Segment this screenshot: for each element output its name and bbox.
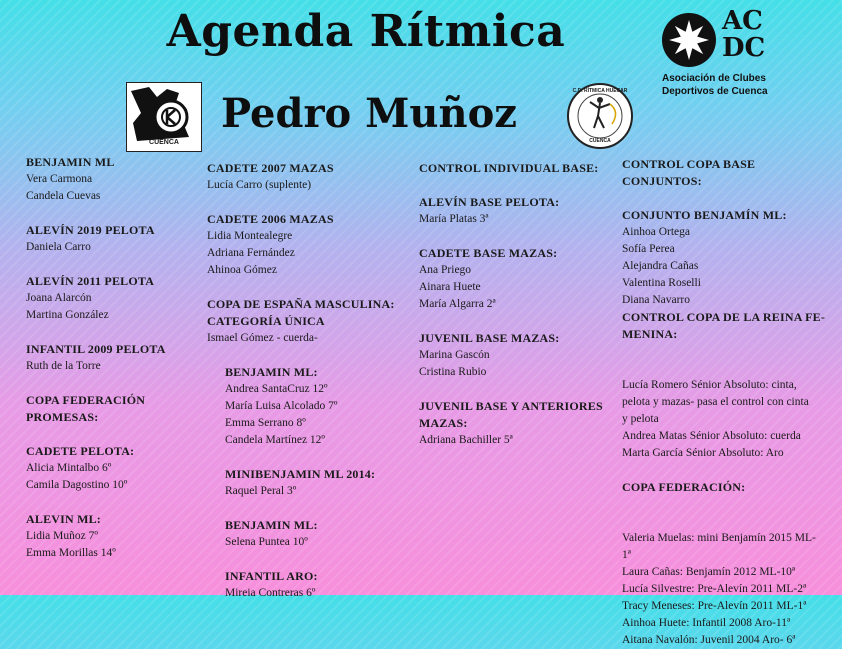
section-spacer (207, 279, 407, 296)
entry-line: 1ª (622, 549, 631, 561)
entry-line: Daniela Carro (26, 241, 91, 253)
entry-line: Lucía Silvestre: Pre-Alevín 2011 ML-2ª (622, 583, 807, 595)
section-spacer (207, 551, 407, 568)
entry-line: Adriana Bachiller 5ª (419, 434, 513, 446)
agenda-section (26, 341, 206, 375)
entry-line: Candela Cuevas (26, 190, 101, 202)
section-heading: COPA FEDERACIÓN PROMESAS: (26, 393, 146, 424)
agenda-section (26, 511, 206, 562)
entry-line: Marta García Sénior Absoluto: Aro (622, 447, 784, 459)
agenda-section (207, 364, 407, 449)
section-heading: CADETE BASE MAZAS: (419, 246, 558, 260)
section-heading: CONTROL COPA BASE CONJUNTOS: (622, 157, 756, 188)
entry-line: pelota y mazas- pasa el control con cinta (622, 396, 809, 408)
entry-line: Diana Navarro (622, 294, 691, 306)
entry-line: Ahinoa Gómez (207, 264, 277, 276)
entry-line: Emma Serrano 8º (225, 417, 306, 429)
section-spacer (622, 496, 837, 513)
entry-line: Cristina Rubio (419, 366, 487, 378)
agenda-section (622, 207, 837, 309)
entry-line: y pelota (622, 413, 659, 425)
section-spacer (207, 194, 407, 211)
acdc-caption-line-2: Deportivos de Cuenca (662, 86, 768, 97)
entry-line: Selena Puntea 10º (225, 536, 308, 548)
club-logo-right-text-top: C.D. RÍTMICA HUÉCAR (572, 88, 628, 94)
section-heading: CADETE 2006 MAZAS (207, 212, 334, 226)
entry-line: Laura Cañas: Benjamín 2012 ML-10ª (622, 566, 796, 578)
section-spacer (622, 343, 837, 360)
agenda-section (207, 517, 407, 551)
section-heading: INFANTIL 2009 PELOTA (26, 342, 166, 356)
agenda-section (419, 160, 619, 177)
agenda-section (26, 443, 206, 494)
entry-line: Mireia Contreras 6º (225, 587, 316, 599)
agenda-section (207, 568, 407, 602)
agenda-section (207, 296, 407, 347)
entry-line: Andrea SantaCruz 12º (225, 383, 328, 395)
agenda-section (622, 360, 837, 462)
section-heading: MINIBENJAMIN ML 2014: (225, 467, 376, 481)
section-heading: BENJAMIN ML (26, 155, 115, 169)
agenda-section (419, 194, 619, 228)
agenda-section (26, 154, 206, 205)
entry-line: María Luisa Alcolado 7º (225, 400, 338, 412)
section-spacer (26, 256, 206, 273)
entry-line: Lucía Romero Sénior Absoluto: cinta, (622, 379, 797, 391)
section-heading: COPA FEDERACIÓN: (622, 480, 746, 494)
column-3 (419, 160, 619, 449)
page-subtitle: Pedro Muñoz (221, 90, 517, 137)
entry-line: Ismael Gómez - cuerda- (207, 332, 318, 344)
section-heading-continued: CATEGORÍA ÚNICA (207, 314, 325, 328)
section-spacer (26, 324, 206, 341)
entry-line: Aitana Navalón: Juvenil 2004 Aro- 6ª (622, 634, 796, 646)
agenda-section (622, 309, 837, 343)
agenda-section (622, 513, 837, 649)
entry-line: Raquel Peral 3º (225, 485, 297, 497)
agenda-section (419, 398, 619, 449)
acdc-caption-line-1: Asociación de Clubes (662, 73, 766, 84)
acdc-text-line-1: AC (722, 6, 763, 36)
section-spacer (419, 228, 619, 245)
entry-line: Lidia Montealegre (207, 230, 293, 242)
agenda-section (207, 160, 407, 194)
column-1 (26, 154, 206, 562)
section-spacer (26, 426, 206, 443)
section-heading: ALEVÍN 2019 PELOTA (26, 223, 155, 237)
entry-line: María Algarra 2ª (419, 298, 496, 310)
section-spacer (26, 375, 206, 392)
section-heading-continued: MENINA: (622, 327, 678, 341)
agenda-section (419, 245, 619, 313)
section-heading: ALEVÍN BASE PELOTA: (419, 195, 560, 209)
agenda-section (26, 392, 206, 426)
club-logo-right-text-bottom: CUENCA (589, 138, 611, 144)
section-heading-continued: MAZAS: (419, 416, 468, 430)
acdc-star-icon (661, 12, 717, 68)
entry-line: Emma Morillas 14º (26, 547, 116, 559)
section-heading: BENJAMIN ML: (225, 365, 318, 379)
entry-line: Martina González (26, 309, 109, 321)
entry-line: Ana Priego (419, 264, 472, 276)
section-spacer (26, 205, 206, 222)
section-heading: INFANTIL ARO: (225, 569, 318, 583)
entry-line: Ainara Huete (419, 281, 481, 293)
entry-line: Valentina Roselli (622, 277, 701, 289)
agenda-section (26, 222, 206, 256)
section-spacer (419, 177, 619, 194)
entry-line: Alicia Mintalbo 6º (26, 462, 112, 474)
agenda-section (207, 466, 407, 500)
entry-line: Andrea Matas Sénior Absoluto: cuerda (622, 430, 801, 442)
agenda-section (26, 273, 206, 324)
section-heading: ALEVÍN 2011 PELOTA (26, 274, 155, 288)
section-heading: COPA DE ESPAÑA MASCULINA: (207, 297, 395, 311)
page-title: Agenda Rítmica (166, 6, 566, 57)
agenda-section (207, 211, 407, 279)
section-heading: CONTROL INDIVIDUAL BASE: (419, 161, 599, 175)
entry-line: Joana Alarcón (26, 292, 92, 304)
section-spacer (622, 513, 837, 530)
column-2 (207, 160, 407, 602)
entry-line: Candela Martínez 12º (225, 434, 326, 446)
entry-line: Lucía Carro (suplente) (207, 179, 312, 191)
entry-line: Ruth de la Torre (26, 360, 101, 372)
section-spacer (419, 381, 619, 398)
entry-line: Camila Dagostino 10º (26, 479, 128, 491)
section-heading: CADETE PELOTA: (26, 444, 135, 458)
entry-line: Adriana Fernández (207, 247, 295, 259)
entry-line: Marina Gascón (419, 349, 490, 361)
section-heading: CONTROL COPA DE LA REINA FE- (622, 310, 826, 324)
agenda-section (419, 330, 619, 381)
section-spacer (622, 462, 837, 479)
section-heading: JUVENIL BASE Y ANTERIORES (419, 399, 603, 413)
section-spacer (419, 313, 619, 330)
section-spacer (26, 494, 206, 511)
section-heading: CADETE 2007 MAZAS (207, 161, 334, 175)
entry-line: Valeria Muelas: mini Benjamín 2015 ML- (622, 532, 816, 544)
entry-line: Vera Carmona (26, 173, 93, 185)
section-heading: CONJUNTO BENJAMÍN ML: (622, 208, 787, 222)
section-spacer (622, 360, 837, 377)
section-spacer (207, 449, 407, 466)
acdc-text-line-2: DC (722, 33, 766, 63)
entry-line: Alejandra Cañas (622, 260, 699, 272)
entry-line: Lidia Muñoz 7º (26, 530, 98, 542)
entry-line: Sofía Perea (622, 243, 675, 255)
club-logo-left (126, 82, 202, 152)
section-spacer (207, 500, 407, 517)
entry-line: Ainhoa Huete: Infantil 2008 Aro-11ª (622, 617, 791, 629)
entry-line: Ainhoa Ortega (622, 226, 691, 238)
agenda-section (622, 156, 837, 190)
entry-line: María Platas 3ª (419, 213, 489, 225)
section-heading: BENJAMIN ML: (225, 518, 318, 532)
agenda-section (622, 479, 837, 496)
column-4 (622, 156, 837, 649)
entry-line: Tracy Meneses: Pre-Alevín 2011 ML-1ª (622, 600, 807, 612)
club-logo-left-text: CUENCA (149, 139, 179, 146)
section-heading: JUVENIL BASE MAZAS: (419, 331, 560, 345)
acdc-caption (662, 72, 782, 98)
acdc-logo-text (722, 8, 765, 62)
section-spacer (207, 347, 407, 364)
club-logo-right (564, 82, 636, 150)
section-heading: ALEVIN ML: (26, 512, 102, 526)
section-spacer (622, 190, 837, 207)
